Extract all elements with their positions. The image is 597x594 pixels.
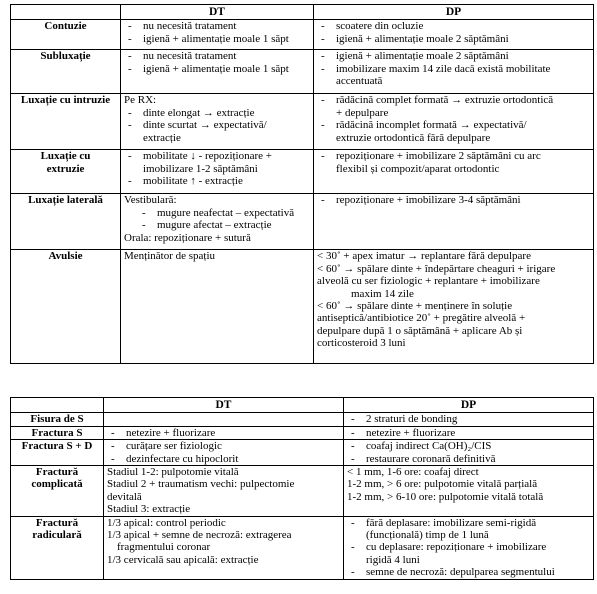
table-row [11,94,594,150]
list-item-continuation: imobilizare 1-2 săptămâni [143,162,258,175]
dp-cell [344,426,594,439]
list-item: - dinte scurtat → expectativă/ [124,119,310,131]
table-row [11,194,594,250]
cell-heading: Vestibulară: [124,194,177,207]
row-label [11,466,104,517]
list-item: - igienă + alimentație moale 2 săptămâni [317,33,590,45]
row-label: Contuzie [11,20,121,50]
dp-cell [314,20,594,50]
dt-cell [121,150,314,194]
table-header-row [11,5,594,20]
list-item: - igienă + alimentație moale 1 săpt [124,63,310,75]
cell-line: < 1 mm, 1-6 ore: coafaj direct [347,466,479,479]
table-row [11,50,594,94]
cell-line: < 60˚ → spălare dinte + menținere în soluție [317,300,513,313]
list-item: - dezinfectare cu hipoclorit [107,453,340,465]
cell-line: corticosteroid 3 luni [317,337,406,350]
cell-line: antiseptică/antibiotice 20˚ + pregătire alveolă + [317,312,526,325]
dp-cell [344,466,594,517]
row-label-line: Fractură [35,466,79,479]
list-item: - cu deplasare: repoziționare + imobilizare [347,541,590,553]
list-item: - rădăcină complet formată → extruzie ortodontică [317,94,590,106]
list-item: - 2 straturi de bonding [347,413,590,425]
dp-cell [314,94,594,150]
cell-line: fragmentului coronar [117,541,211,554]
list-item-continuation: flexibil și compozit/aparat ortodontic [336,162,500,175]
dp-cell [314,194,594,250]
row-label [11,150,121,194]
cell-line: 1-2 mm, > 6 ore: pulpotomie vitală parțială [347,478,538,491]
header-dt: DT [121,5,314,20]
row-label: Fisura de S [11,413,104,426]
cell-line: 1/3 cervicală sau apicală: extracție [107,553,259,566]
list-item: - repoziționare + imobilizare 3-4 săptămâni [317,194,590,206]
row-label: Fractura S [11,426,104,439]
row-label-line: complicată [31,478,83,491]
list-item: - restaurare coronară definitivă [347,453,590,465]
cell-line: devitală [107,490,142,503]
table-row [11,440,594,466]
table-row [11,20,594,50]
list-item: - imobilizare maxim 14 zile dacă există mobilitate [317,63,590,75]
row-label-line: Fractură [35,516,79,529]
row-label-line: extruzie [46,162,85,175]
cell-note: Orala: repoziționare + sutură [124,231,251,244]
cell-line: 1/3 apical: control periodic [107,516,226,529]
row-label: Luxație cu intruzie [11,94,121,150]
list-item: - igienă + alimentație moale 2 săptămâni [317,50,590,62]
row-label: Subluxație [11,50,121,94]
cell-line: Stadiul 2 + traumatism vechi: pulpectomie [107,478,295,491]
list-item: - rădăcină incomplet formată → expectativă/ [317,119,590,131]
header-dt: DT [104,398,344,413]
list-item-continuation: rigidă 4 luni [366,553,420,566]
list-item: - netezire + fluorizare [347,427,590,439]
cell-line: 1/3 apical + semne de necroză: extragerea [107,529,292,542]
dp-cell [314,50,594,94]
dt-cell [121,94,314,150]
dp-cell [314,150,594,194]
list-item: - igienă + alimentație moale 1 săpt [124,33,310,45]
list-item: - netezire + fluorizare [107,427,340,439]
list-item: - mugure afectat – extracție [138,219,310,231]
cell-line: Stadiul 3: extracție [107,503,191,516]
table-row [11,150,594,194]
list-item-continuation: + depulpare [336,106,389,119]
table-fractures [10,397,594,580]
cell-line: Stadiul 1-2: pulpotomie vitală [107,466,239,479]
dt-cell [104,413,344,426]
list-item: - nu necesită tratament [124,20,310,32]
table-row [11,250,594,364]
table-header-row [11,398,594,413]
dt-cell [104,466,344,517]
cell-text: Menținător de spațiu [124,250,216,263]
list-item: - scoatere din ocluzie [317,20,590,32]
list-item-continuation: (funcțională) timp de 1 lună [366,529,489,542]
dt-cell [121,50,314,94]
list-item: - curățare ser fiziologic [107,440,340,452]
header-empty [11,5,121,20]
table-row [11,426,594,439]
cell-heading: Pe RX: [124,94,157,107]
cell-line: < 30˚ + apex imatur → replantare fără depulpare [317,250,531,263]
cell-line: maxim 14 zile [351,287,414,300]
list-item: - repoziționare + imobilizare 2 săptămâni cu arc [317,150,590,162]
dt-cell [121,20,314,50]
list-item: - semne de necroză: depulparea segmentului [347,566,590,578]
row-label: Luxație laterală [11,194,121,250]
dt-cell [121,250,314,364]
list-item-continuation: extracție [143,131,181,144]
cell-line: alveolă cu ser fiziologic + replantare + imobilizare [317,275,540,288]
table-row [11,413,594,426]
dp-cell [314,250,594,364]
list-item: - mobilitate ↓ - repoziționare + [124,150,310,162]
row-label: Fractura S + D [11,440,104,466]
dt-cell [121,194,314,250]
list-item: - fără deplasare: imobilizare semi-rigidă [347,517,590,529]
dp-cell [344,413,594,426]
dt-cell [104,440,344,466]
list-item: - coafaj indirect Ca(OH)₂/CIS [347,440,590,452]
list-item: - mugure neafectat – expectativă [138,207,310,219]
list-item-continuation: extruzie ortodontică fără depulpare [336,131,491,144]
cell-line: < 60˚ → spălare dinte + îndepărtare cheaguri + irigare [317,262,556,275]
list-item: - nu necesită tratament [124,50,310,62]
row-label-line: radiculară [32,529,82,542]
header-dp: DP [314,5,594,20]
dt-cell [104,426,344,439]
dp-cell [344,516,594,579]
dp-cell [344,440,594,466]
row-label: Avulsie [11,250,121,364]
row-label [11,516,104,579]
list-item-continuation: accentuată [336,75,383,88]
cell-line: 1-2 mm, > 6-10 ore: pulpotomie vitală totală [347,490,544,503]
cell-line: depulpare după 1 o săptămână + aplicare Ab și [317,324,523,337]
table-luxations [10,4,594,364]
dt-cell [104,516,344,579]
row-label-line: Luxație cu [40,150,91,163]
header-dp: DP [344,398,594,413]
list-item: - mobilitate ↑ - extracție [124,175,310,187]
list-item: - dinte elongat → extracție [124,107,310,119]
header-empty [11,398,104,413]
table-row [11,466,594,517]
table-row [11,516,594,579]
